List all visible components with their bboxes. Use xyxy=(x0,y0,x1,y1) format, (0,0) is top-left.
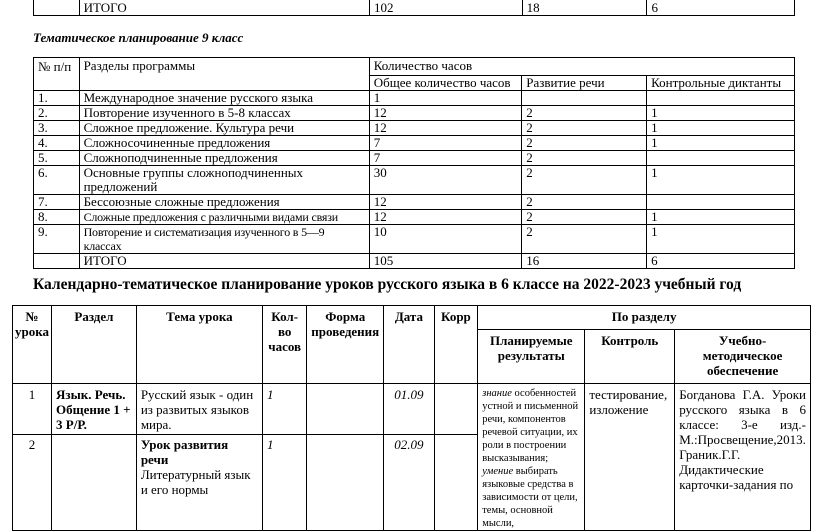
table-row: 4. Сложносочиненные предложения 7 2 1 xyxy=(34,136,795,151)
header-section: Раздел xyxy=(52,306,137,384)
header-support: Учебно-методическое обеспечение xyxy=(675,330,811,384)
table-total-row: ИТОГО 105 16 6 xyxy=(34,254,795,269)
table-row: 6. Основные группы сложноподчиненных предложений 30 2 1 xyxy=(34,166,795,195)
header-dictations: Контрольные диктанты xyxy=(647,76,795,91)
header-number: № п/п xyxy=(34,58,80,91)
header-sections: Разделы программы xyxy=(79,58,369,91)
table-row: 8. Сложные предложения с различными видами связи 12 2 1 xyxy=(34,210,795,225)
table-row xyxy=(34,0,795,16)
lesson-hours: 1 xyxy=(263,384,307,435)
calendar-title: Календарно-тематическое планирование уроков русского языка в 6 классе на 2022-2023 учебный год xyxy=(33,276,742,293)
table-row: 5. Сложноподчиненные предложения 7 2 xyxy=(34,151,795,166)
thematic-plan-table xyxy=(33,57,795,269)
lesson-number: 2 xyxy=(13,434,52,530)
calendar-plan-table xyxy=(12,305,811,531)
table-row: 7. Бессоюзные сложные предложения 12 2 xyxy=(34,195,795,210)
header-by-section: По разделу xyxy=(478,306,811,330)
header-total: Общее количество часов xyxy=(369,76,522,91)
lesson-date: 02.09 xyxy=(384,434,434,530)
table-row: 1. Международное значение русского языка 1 xyxy=(34,91,795,106)
table-row: 3. Сложное предложение. Культура речи 12 2 1 xyxy=(34,121,795,136)
header-results: Планируемые результаты xyxy=(478,330,585,384)
header-speech: Развитие речи xyxy=(522,76,647,91)
table-header-row xyxy=(13,306,811,330)
header-hours: Кол-во часов xyxy=(263,306,307,384)
total-dictations: 6 xyxy=(647,0,795,16)
lesson-section: Язык. Речь. Общение 1 + 3 Р/Р. xyxy=(52,384,137,435)
header-form: Форма проведения xyxy=(307,306,384,384)
header-corr: Корр xyxy=(434,306,478,384)
lesson-topic: Урок развития речи Литературный язык и его нормы xyxy=(136,434,262,530)
lesson-date: 01.09 xyxy=(384,384,434,435)
header-date: Дата xyxy=(384,306,434,384)
previous-table-total xyxy=(33,0,795,16)
control-type: тестирование, изложение xyxy=(585,384,675,531)
header-control: Контроль xyxy=(585,330,675,384)
table-row: 2. Повторение изученного в 5-8 классах 12 2 1 xyxy=(34,106,795,121)
planned-results: знание особенностей устной и письменной речи, компонентов речевой ситуации, их роли в построении высказывания; умение выбирать языковые средства в зависимости от цели, темы, основной мысли, xyxy=(478,384,585,531)
total-speech: 18 xyxy=(522,0,647,16)
total-hours: 102 xyxy=(369,0,522,16)
lesson-hours: 1 xyxy=(263,434,307,530)
total-label: ИТОГО xyxy=(79,0,369,16)
lesson-number: 1 xyxy=(13,384,52,435)
lesson-topic: Русский язык - один из развитых языков мира. xyxy=(136,384,262,435)
header-topic: Тема урока xyxy=(136,306,262,384)
table-row xyxy=(13,384,811,435)
methodical-support: Богданова Г.А. Уроки русского языка в 6 классе: 3-е изд.- М.:Просвещение,2013. Граник.Г.Г. Дидактические карточки-задания по xyxy=(675,384,811,531)
header-lesson-no: № урока xyxy=(13,306,52,384)
table-header-row xyxy=(34,58,795,76)
section-title-9: Тематическое планирование 9 класс xyxy=(33,30,244,45)
header-hours: Количество часов xyxy=(369,58,794,76)
table-row: 9. Повторение и систематизация изученного в 5—9 классах 10 2 1 xyxy=(34,225,795,254)
